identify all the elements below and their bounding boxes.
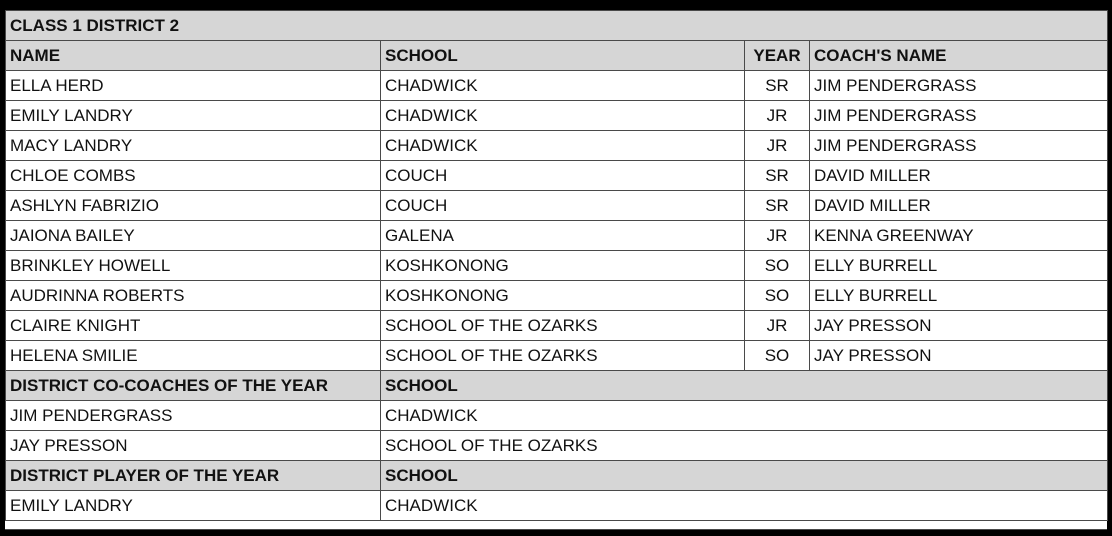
coach-name: KENNA GREENWAY (810, 221, 1108, 251)
coaches-school: CHADWICK (381, 401, 1108, 431)
coach-name: JAY PRESSON (810, 311, 1108, 341)
player-year: SR (745, 161, 810, 191)
team-header-row (6, 41, 1108, 71)
player-name: AUDRINNA ROBERTS (6, 281, 381, 311)
player-year: SR (745, 71, 810, 101)
player-section-school-header: SCHOOL (381, 461, 1108, 491)
title-row (6, 11, 1108, 41)
table-row (6, 71, 1108, 101)
table-title: CLASS 1 DISTRICT 2 (6, 11, 1108, 41)
player-year: JR (745, 311, 810, 341)
table-row (6, 221, 1108, 251)
player-school: KOSHKONONG (381, 281, 745, 311)
player-header-row (6, 461, 1108, 491)
player-name: EMILY LANDRY (6, 101, 381, 131)
player-school: CHADWICK (381, 101, 745, 131)
coaches-school: SCHOOL OF THE OZARKS (381, 431, 1108, 461)
player-name: ELLA HERD (6, 71, 381, 101)
player-school: KOSHKONONG (381, 251, 745, 281)
coaches-section-school-header: SCHOOL (381, 371, 1108, 401)
player-school: GALENA (381, 221, 745, 251)
player-name: JAIONA BAILEY (6, 221, 381, 251)
player-school: CHADWICK (381, 491, 1108, 521)
player-year: JR (745, 221, 810, 251)
player-school: CHADWICK (381, 131, 745, 161)
player-name: EMILY LANDRY (6, 491, 381, 521)
table-row (6, 491, 1108, 521)
player-school: CHADWICK (381, 71, 745, 101)
coach-name: JAY PRESSON (810, 341, 1108, 371)
all-district-sheet (5, 10, 1107, 530)
coaches-header-row (6, 371, 1108, 401)
all-district-table (5, 10, 1108, 521)
coach-name: JIM PENDERGRASS (810, 101, 1108, 131)
header-name: NAME (6, 41, 381, 71)
table-row (6, 251, 1108, 281)
header-school: SCHOOL (381, 41, 745, 71)
coach-name: ELLY BURRELL (810, 251, 1108, 281)
player-school: SCHOOL OF THE OZARKS (381, 341, 745, 371)
table-row (6, 401, 1108, 431)
coach-name: ELLY BURRELL (810, 281, 1108, 311)
coaches-name: JAY PRESSON (6, 431, 381, 461)
player-name: HELENA SMILIE (6, 341, 381, 371)
player-name: CHLOE COMBS (6, 161, 381, 191)
player-year: SR (745, 191, 810, 221)
header-coach: COACH'S NAME (810, 41, 1108, 71)
header-year: YEAR (745, 41, 810, 71)
coach-name: JIM PENDERGRASS (810, 71, 1108, 101)
player-school: COUCH (381, 161, 745, 191)
table-row (6, 191, 1108, 221)
coaches-section-label: DISTRICT CO-COACHES OF THE YEAR (6, 371, 381, 401)
table-row (6, 101, 1108, 131)
coach-name: DAVID MILLER (810, 161, 1108, 191)
player-year: SO (745, 341, 810, 371)
table-row (6, 311, 1108, 341)
player-year: SO (745, 281, 810, 311)
player-section-label: DISTRICT PLAYER OF THE YEAR (6, 461, 381, 491)
player-year: JR (745, 131, 810, 161)
player-name: BRINKLEY HOWELL (6, 251, 381, 281)
table-row (6, 431, 1108, 461)
table-row (6, 131, 1108, 161)
player-year: SO (745, 251, 810, 281)
player-school: COUCH (381, 191, 745, 221)
player-name: ASHLYN FABRIZIO (6, 191, 381, 221)
player-school: SCHOOL OF THE OZARKS (381, 311, 745, 341)
table-row (6, 161, 1108, 191)
coach-name: JIM PENDERGRASS (810, 131, 1108, 161)
coaches-name: JIM PENDERGRASS (6, 401, 381, 431)
player-name: MACY LANDRY (6, 131, 381, 161)
table-row (6, 341, 1108, 371)
bottom-border (5, 529, 1107, 530)
table-row (6, 281, 1108, 311)
coach-name: DAVID MILLER (810, 191, 1108, 221)
player-name: CLAIRE KNIGHT (6, 311, 381, 341)
player-year: JR (745, 101, 810, 131)
